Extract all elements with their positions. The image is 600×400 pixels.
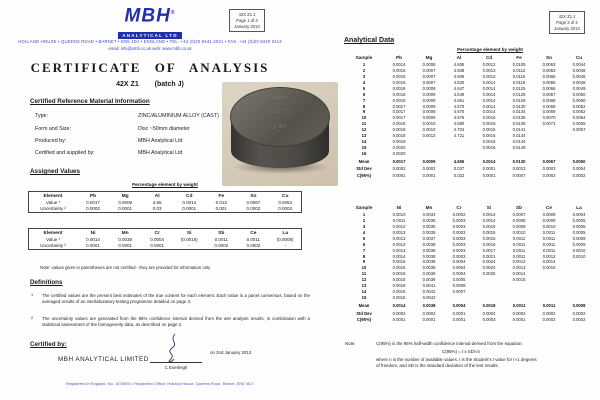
definition-number: 1 [31, 293, 34, 297]
assigned-values-subheading: Percentage element by weight [132, 182, 198, 187]
note-line: of freedom, and SD is the standard deviation of the test results. [376, 363, 499, 368]
table-row: 5 0.0016 0.0008 4.647 0.0014 0.0125 0.0066 0.0049 [362, 85, 586, 91]
table-row: 13 0.0016 0.0041 0.0006 [361, 282, 466, 288]
table-row: 7 0.0016 0.0009 4.661 0.0014 0.0129 0.0068 0.0050 [362, 97, 586, 103]
signer-name: C Everleigh [164, 365, 188, 370]
table-header-row: Element Pb Mg Al Cd Fe Sn Cu [43, 193, 289, 199]
table-row: 4 0.0013 0.0035 0.0003 0.0015 0.0010 0.0011 0.0005 [362, 230, 586, 236]
analytical-table-1 [344, 55, 594, 178]
table-row: 4 0.0016 0.0007 4.620 0.0014 0.0118 0.0065 0.0048 [362, 80, 586, 86]
assigned-values-heading: Assigned Values [30, 168, 81, 175]
table-row: Mean 0.0014 0.0038 0.0004 0.0018 0.0011 0.0011 0.0008 [358, 303, 586, 309]
analytical-data-heading: Analytical Data [344, 37, 395, 44]
table-row: 14 0.0019 0.0015 0.0144 [361, 138, 526, 144]
definition-text: The uncertainty values are generated from the 95% confidence interval derived from the wet analysis results, in combination with a statistical assessment of the homogeneity data, as described on page 2. [42, 316, 310, 327]
definitions-heading: Definitions [30, 279, 63, 286]
company-address: HOLLAND HOUSE • QUEENS ROAD • BARNET • EN5 4DJ • ENGLAND • TEL. +44 (0)20 8441 2021 • FAX. +44 (0)20 8449 0413 [18, 39, 282, 44]
table-header-row: Sample Ni Mn Cr Si Sb Ce La [355, 205, 582, 210]
disc-top-face [230, 87, 330, 147]
table-row: C(95%) 0.0001 0.0001 0.0001 0.0003 0.0001 0.0002 0.0002 [356, 317, 586, 322]
table-row: Mean 0.0017 0.0009 4.655 0.0014 0.0130 0.0067 0.0050 [358, 159, 586, 164]
crm-row-label: Certified and supplied by: [35, 150, 95, 156]
table-row: 11 0.0015 0.0038 0.0004 0.0025 0.0014 [361, 271, 526, 277]
table-row: 3 0.0012 0.0035 0.0003 0.0015 0.0009 0.0010 0.0005 [362, 224, 586, 230]
table-row: 1 0.0010 0.0034 0.0002 0.0014 0.0007 0.0009 0.0004 [362, 212, 586, 218]
batch-label: (batch J) [154, 81, 184, 88]
product-code: 42X Z1 [116, 81, 139, 88]
confidence-equation: C(95%) = t x SD/√n [442, 349, 480, 354]
table-header-row: Element Ni Mn Cr Si Sb Ce La [43, 230, 289, 236]
table-row: 9 0.0015 0.0038 0.0004 0.0024 0.0012 0.0014 [362, 259, 556, 265]
table-row: 16 0.0020 [361, 150, 406, 156]
table-row: Std Dev 0.0002 0.0002 0.037 0.0001 0.0013 0.0003 0.0004 [356, 166, 586, 172]
table-row: 6 0.0013 0.0038 0.0003 0.0016 0.0011 0.0011 0.0009 [362, 241, 586, 247]
crm-row-label: Type: [35, 113, 48, 119]
table-row: Value ¹ 0.0014 0.0038 0.0004 (0.0018) 0.0011 0.0011 (0.0008) [46, 236, 294, 242]
table-row: Std Dev 0.0002 0.0002 0.0001 0.0004 0.0002 0.0002 0.0002 [356, 310, 586, 316]
page-stamp-left: 42X Z1 J Page 1 of 4 January 2013 [229, 9, 265, 32]
disc-engraving: 42X Z1 [267, 109, 293, 117]
table-row: 12 0.0015 0.0038 0.0005 0.0015 [361, 277, 526, 283]
registered-mark: ® [170, 10, 176, 16]
crm-section-heading: Certified Reference Material Information [30, 98, 150, 105]
crm-row-value: ZINC/ALUMINIUM ALLOY (CAST) [138, 113, 219, 119]
disc-engraving: J 49 [272, 124, 288, 132]
table-row: 5 0.0013 0.0037 0.0003 0.0015 0.0011 0.0011 0.0009 [362, 235, 586, 241]
assigned-values-note: Note: values given in parentheses are not certified - they are provided for information only [40, 265, 211, 270]
mbh-logo-subtitle: ANALYTICAL LTD [118, 32, 182, 39]
page-stamp-right: 42X Z1 J Page 3 of 4 January 2013 [549, 11, 585, 34]
note-label: Note: [345, 341, 356, 346]
document-title: CERTIFICATE OF ANALYSIS [30, 60, 270, 75]
sample-disc-photo [222, 82, 338, 186]
definition-number: 2 [31, 316, 34, 320]
note-line: C(95%) is the 95% half-width confidence interval derived from the equation: [376, 341, 523, 346]
table-row: Uncertainty ² 0.0002 0.0001 0.03 0.0001 0.001 0.0002 0.0003 [40, 206, 293, 212]
table-row: C(95%) 0.0001 0.0001 0.022 0.0001 0.0007 0.0002 0.0002 [356, 172, 586, 178]
certifying-company: MBH ANALYTICAL LIMITED [58, 356, 149, 363]
company-contact: email: info@mbh.co.uk web: www.mbh.co.uk [108, 46, 192, 51]
table-row: 3 0.0015 0.0007 4.609 0.0013 0.0116 0.0065 0.0046 [362, 74, 586, 80]
table-row: 6 0.0016 0.0009 4.649 0.0014 0.0126 0.0067 0.0050 [362, 91, 586, 97]
crm-row-value: Disc ~50mm diameter [138, 126, 190, 132]
table-row: Uncertainty ² 0.0001 0.0001 0.0001 - 0.0002 0.0002 - [40, 243, 286, 249]
disc-engraving: MBH [272, 95, 288, 103]
crm-row-value: MBH Analytical Ltd [138, 150, 183, 156]
analytical-table-2 [344, 205, 594, 322]
crm-row-label: Form and Size: [35, 126, 71, 132]
note-line: where n is the number of available values, t is the Student's t value for n-1 degrees [376, 357, 537, 362]
table-row: 14 0.0016 0.0042 0.0007 [361, 288, 466, 294]
table-row: 11 0.0018 0.0010 4.680 0.0015 0.0138 0.0071 0.0055 [361, 121, 586, 127]
assigned-values-table-1 [28, 191, 302, 213]
table-row: 10 0.0015 0.0038 0.0004 0.0024 0.0013 0.0016 [361, 265, 556, 271]
definition-text: The certified values are the present best estimates of the true content for each element. Each value is a panel consensus, based on the averaged results of an interlaboratory testing programme detailed on page 3. [42, 293, 310, 304]
table-row: 2 0.0011 0.0035 0.0003 0.0014 0.0008 0.0009 0.0005 [362, 218, 586, 224]
table-row: 8 0.0014 0.0038 0.0003 0.0021 0.0011 0.0012 0.0010 [362, 253, 586, 259]
table-row: 10 0.0017 0.0009 4.676 0.0015 0.0135 0.0070 0.0054 [361, 115, 586, 121]
analytical-data-subheading: Percentage element by weight [457, 47, 523, 52]
certified-by-heading: Certified by: [30, 341, 67, 348]
table-row: 13 0.0018 0.0012 4.721 0.0015 0.0144 [361, 132, 526, 138]
table-row: 7 0.0013 0.0038 0.0003 0.0017 0.0011 0.0011 0.0010 [362, 247, 586, 253]
crm-row-value: MBH Analytical Ltd [138, 138, 183, 144]
table-row: 12 0.0018 0.0010 4.704 0.0015 0.0141 0.0057 [361, 127, 586, 133]
table-row: Value ¹ 0.0017 0.0009 4.66 0.0014 0.013 0.0067 0.0053 [46, 199, 293, 205]
table-row: 9 0.0017 0.0009 4.670 0.0014 0.0134 0.0069 0.0052 [362, 109, 586, 115]
assigned-values-table-2 [28, 228, 302, 250]
table-row: 15 0.0020 0.0016 0.0149 [361, 144, 526, 150]
table-header-row: Sample Pb Mg Al Cd Fe Sn Cu [355, 55, 583, 60]
registered-office-footer: Registered in England, No. 1575093 • Registered Office: Holland House, Queens Road, Barnet, EN5 4DJ. [66, 381, 254, 386]
table-row: 1 0.0014 0.0006 4.605 0.0012 0.0105 0.0063 0.0044 [362, 62, 586, 68]
table-row: 8 0.0017 0.0009 4.670 0.0014 0.0130 0.0068 0.0052 [362, 103, 586, 109]
signature-mark [155, 333, 195, 365]
table-row: 15 0.0016 0.0042 [361, 294, 436, 300]
crm-row-label: Produced by: [35, 138, 67, 144]
certification-date: on 2nd January 2013 [210, 350, 252, 355]
mbh-logo-text: MBH® [124, 5, 176, 27]
table-row: 2 0.0015 0.0007 4.608 0.0013 0.0112 0.0063 0.0046 [362, 68, 586, 74]
